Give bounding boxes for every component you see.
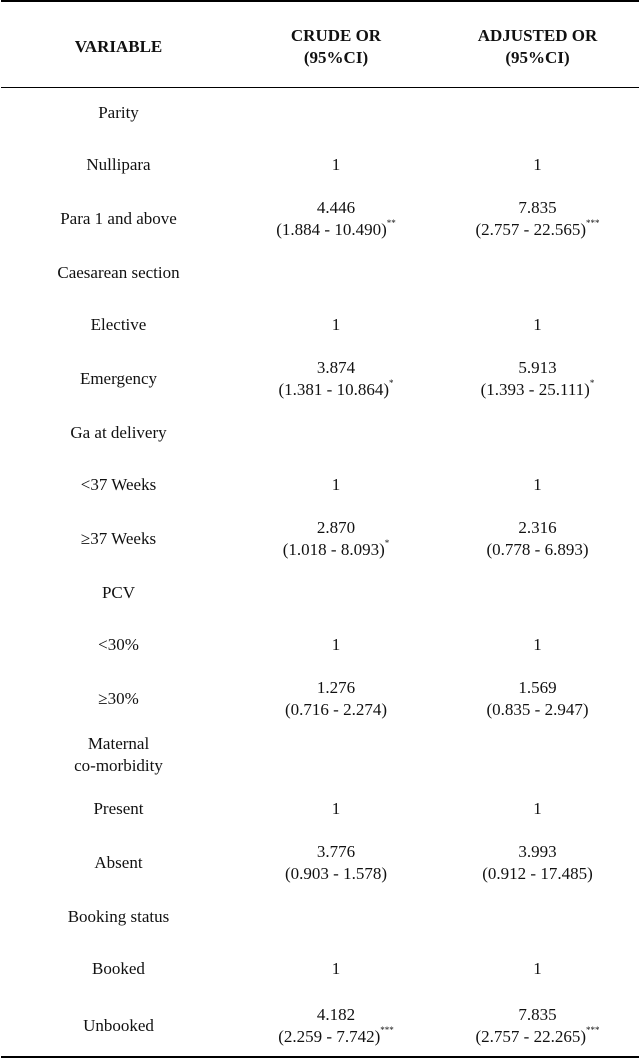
variable-label: Ga at delivery (70, 423, 167, 442)
adjusted-or-value: 5.913 (518, 358, 557, 377)
adjusted-or-cell (436, 247, 639, 299)
table-row (1, 87, 639, 139)
header-crude-line1: CRUDE OR (290, 25, 382, 45)
crude-or-cell (236, 891, 436, 943)
table-row (1, 567, 639, 619)
header-crude-line2: (95%CI) (303, 47, 369, 67)
crude-or-ci-line (236, 863, 436, 885)
header-variable-label: VARIABLE (74, 36, 163, 56)
crude-or-ci: (1.381 - 10.864) (278, 380, 389, 399)
table-row (1, 995, 639, 1057)
table-header (1, 1, 639, 87)
adjusted-or-ci: (0.912 - 17.485) (482, 864, 593, 883)
crude-or-cell (236, 567, 436, 619)
adjusted-or-ci-line (436, 219, 639, 241)
adjusted-or-cell (436, 567, 639, 619)
variable-cell (1, 567, 236, 619)
crude-or-value: 1 (331, 799, 341, 818)
crude-or-value: 1 (331, 959, 341, 978)
crude-or-cell (236, 511, 436, 567)
variable-label: Elective (90, 315, 147, 334)
table-row (1, 299, 639, 351)
adjusted-or-significance-marker: *** (585, 218, 600, 229)
crude-or-cell (236, 671, 436, 727)
adjusted-or-ci-line (436, 699, 639, 721)
variable-label: <30% (98, 635, 139, 654)
adjusted-or-value: 1 (533, 315, 542, 334)
table-row (1, 511, 639, 567)
table-row (1, 351, 639, 407)
adjusted-or-cell (436, 87, 639, 139)
variable-cell (1, 511, 236, 567)
crude-or-value: 1 (331, 315, 341, 334)
variable-cell (1, 835, 236, 891)
adjusted-or-value: 1 (533, 155, 542, 174)
table-row (1, 943, 639, 995)
header-variable (1, 1, 236, 87)
adjusted-or-ci: (0.778 - 6.893) (486, 540, 589, 559)
table-row (1, 407, 639, 459)
variable-cell (1, 995, 236, 1057)
adjusted-or-value: 7.835 (518, 1004, 557, 1024)
adjusted-or-significance-marker: *** (585, 1024, 600, 1035)
variable-cell (1, 247, 236, 299)
crude-or-cell (236, 943, 436, 995)
variable-label: Present (93, 799, 144, 818)
table-row (1, 671, 639, 727)
crude-or-value: 1 (331, 475, 341, 494)
crude-or-ci-line (236, 699, 436, 721)
adjusted-or-cell (436, 835, 639, 891)
crude-or-significance-marker: * (388, 378, 394, 389)
adjusted-or-value: 1 (533, 959, 542, 978)
crude-or-value: 1 (331, 155, 341, 174)
odds-ratio-table-container (1, 0, 639, 1054)
variable-label: Absent (94, 853, 143, 872)
table-row (1, 891, 639, 943)
table-row (1, 191, 639, 247)
variable-label-line2: co-morbidity (74, 756, 163, 775)
crude-or-cell (236, 299, 436, 351)
crude-or-cell (236, 351, 436, 407)
table-row (1, 139, 639, 191)
variable-label: Booking status (67, 907, 170, 926)
adjusted-or-ci-line (436, 863, 639, 885)
variable-label: Parity (98, 103, 139, 123)
crude-or-cell (236, 619, 436, 671)
variable-cell (1, 191, 236, 247)
adjusted-or-cell (436, 407, 639, 459)
adjusted-or-cell (436, 995, 639, 1057)
adjusted-or-cell (436, 351, 639, 407)
variable-label: Caesarean section (57, 263, 180, 282)
crude-or-ci-line (236, 219, 436, 241)
crude-or-cell (236, 459, 436, 511)
crude-or-cell (236, 407, 436, 459)
crude-or-value: 3.776 (316, 842, 356, 861)
adjusted-or-significance-marker: * (589, 378, 595, 389)
variable-cell (1, 671, 236, 727)
variable-cell (1, 619, 236, 671)
adjusted-or-cell (436, 943, 639, 995)
adjusted-or-cell (436, 671, 639, 727)
crude-or-value: 2.870 (316, 518, 356, 537)
crude-or-significance-marker: *** (380, 1024, 394, 1035)
crude-or-ci: (0.903 - 1.578) (285, 864, 387, 883)
header-adjusted-line2: (95%CI) (505, 47, 570, 67)
crude-or-value: 1.276 (316, 678, 356, 697)
adjusted-or-value: 2.316 (518, 518, 557, 537)
table-body (1, 87, 639, 1057)
adjusted-or-value: 1 (533, 475, 542, 494)
variable-cell (1, 459, 236, 511)
crude-or-ci: (2.259 - 7.742) (278, 1026, 381, 1046)
crude-or-significance-marker: ** (386, 218, 396, 229)
crude-or-ci: (1.884 - 10.490) (276, 220, 387, 239)
adjusted-or-ci: (2.757 - 22.265) (475, 1026, 586, 1046)
adjusted-or-ci: (1.393 - 25.111) (480, 380, 590, 399)
variable-cell (1, 87, 236, 139)
adjusted-or-cell (436, 191, 639, 247)
header-row (1, 1, 639, 87)
variable-label: Para 1 and above (60, 209, 177, 228)
variable-cell (1, 407, 236, 459)
adjusted-or-ci-line (436, 539, 639, 561)
crude-or-value: 3.874 (316, 358, 356, 377)
crude-or-cell (236, 191, 436, 247)
adjusted-or-cell (436, 727, 639, 783)
crude-or-cell (236, 727, 436, 783)
table-row (1, 835, 639, 891)
crude-or-cell (236, 995, 436, 1057)
header-adjusted-or (436, 1, 639, 87)
adjusted-or-cell (436, 139, 639, 191)
adjusted-or-ci-line (436, 1026, 639, 1048)
variable-label: PCV (101, 583, 136, 602)
variable-label: Maternal (87, 734, 150, 753)
adjusted-or-cell (436, 891, 639, 943)
adjusted-or-cell (436, 619, 639, 671)
variable-cell (1, 943, 236, 995)
adjusted-or-value: 3.993 (518, 842, 557, 861)
variable-label: ≥30% (98, 689, 139, 708)
adjusted-or-value: 1 (533, 799, 542, 818)
variable-cell (1, 891, 236, 943)
crude-or-value: 4.446 (316, 198, 356, 217)
adjusted-or-cell (436, 511, 639, 567)
table-row (1, 783, 639, 835)
crude-or-cell (236, 783, 436, 835)
crude-or-cell (236, 139, 436, 191)
crude-or-ci-line (236, 539, 436, 561)
crude-or-cell (236, 835, 436, 891)
adjusted-or-ci-line (436, 379, 639, 401)
table-row (1, 459, 639, 511)
variable-label: Booked (92, 959, 145, 978)
table-row (1, 619, 639, 671)
crude-or-ci-line (236, 379, 436, 401)
crude-or-ci: (0.716 - 2.274) (285, 700, 387, 719)
adjusted-or-value: 1.569 (518, 678, 557, 697)
variable-label: <37 Weeks (80, 475, 157, 494)
adjusted-or-ci: (0.835 - 2.947) (486, 700, 589, 719)
variable-cell (1, 351, 236, 407)
adjusted-or-cell (436, 783, 639, 835)
variable-label: Unbooked (83, 1015, 154, 1035)
variable-cell (1, 727, 236, 783)
variable-label: ≥37 Weeks (80, 529, 157, 548)
adjusted-or-value: 1 (533, 635, 542, 654)
header-crude-or (236, 1, 436, 87)
crude-or-value: 1 (331, 635, 341, 654)
variable-label: Emergency (79, 369, 158, 388)
crude-or-value: 4.182 (316, 1004, 356, 1024)
table-row (1, 247, 639, 299)
variable-cell (1, 783, 236, 835)
odds-ratio-table (1, 0, 639, 1058)
adjusted-or-ci: (2.757 - 22.565) (475, 220, 586, 239)
adjusted-or-value: 7.835 (518, 198, 557, 217)
crude-or-cell (236, 87, 436, 139)
variable-cell (1, 299, 236, 351)
crude-or-significance-marker: * (384, 538, 390, 549)
adjusted-or-cell (436, 299, 639, 351)
table-row (1, 727, 639, 783)
variable-cell (1, 139, 236, 191)
variable-label: Nullipara (86, 155, 151, 174)
header-adjusted-line1: ADJUSTED OR (477, 25, 598, 45)
adjusted-or-cell (436, 459, 639, 511)
crude-or-ci-line (236, 1026, 436, 1048)
crude-or-cell (236, 247, 436, 299)
crude-or-ci: (1.018 - 8.093) (282, 540, 385, 559)
